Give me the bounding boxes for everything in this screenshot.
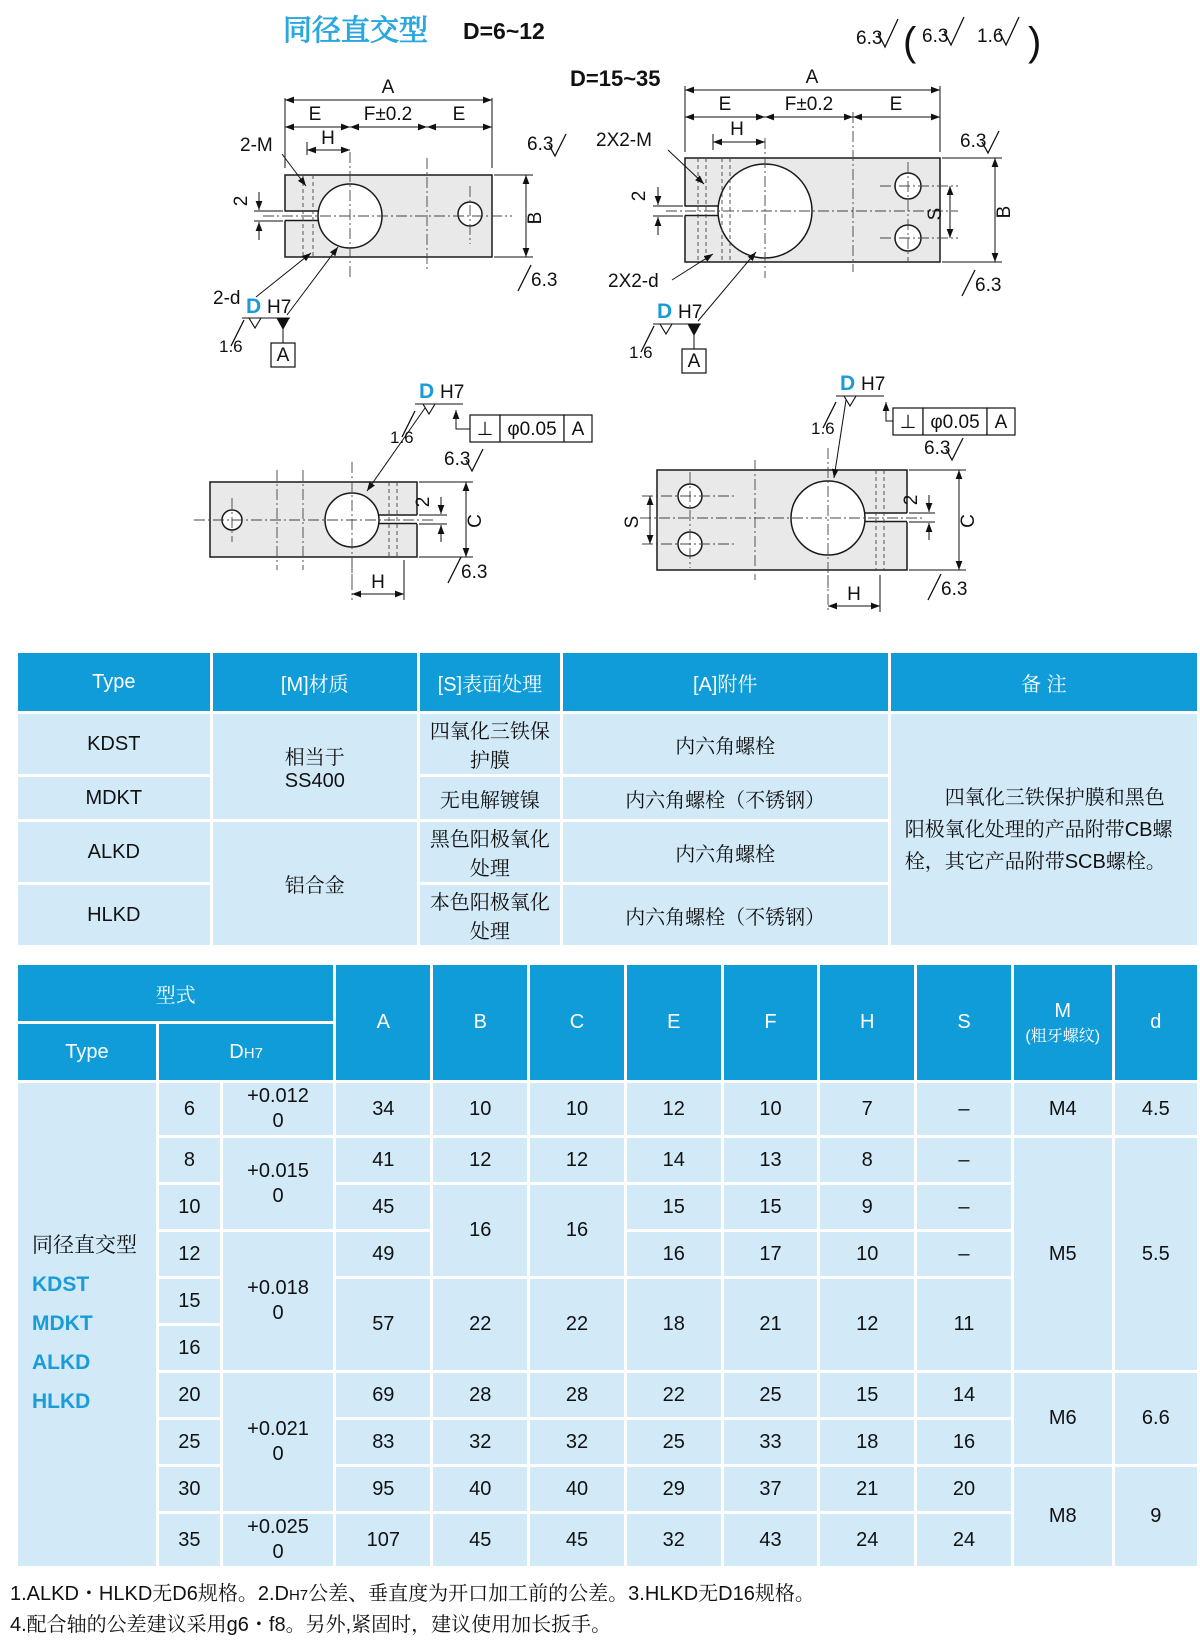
dim-b: 28 — [433, 1373, 527, 1417]
dim-header-row1 — [18, 965, 1197, 1021]
dim-e: 18 — [627, 1279, 721, 1370]
col-c: C — [530, 965, 624, 1080]
datum-a: A — [687, 351, 701, 372]
tol-top: +0.015 — [247, 1159, 309, 1182]
tol-bottom: 0 — [272, 1184, 284, 1207]
dim-a: 45 — [336, 1185, 430, 1229]
accessory: 内六角螺栓（不锈钢） — [563, 885, 888, 945]
dim-c: 40 — [530, 1467, 624, 1511]
label-2x2-m: 2X2-M — [596, 130, 652, 151]
label-2x2-d: 2X2-d — [608, 271, 659, 292]
spec-table — [15, 650, 1200, 948]
dim-a: 69 — [336, 1373, 430, 1417]
col-m-line2: (粗牙螺纹) — [1025, 1027, 1101, 1045]
technical-drawings — [0, 0, 1200, 645]
dim-b: 22 — [433, 1279, 527, 1370]
dim-a: 95 — [336, 1467, 430, 1511]
remarks-text: 阳极氧化处理的产品附带CB螺栓，其它产品附带SCB螺栓。 — [904, 818, 1173, 873]
dim-b: 10 — [433, 1083, 527, 1135]
dim-a: 49 — [336, 1232, 430, 1276]
dim-label-a: A — [381, 77, 395, 98]
dim-c: 10 — [530, 1083, 624, 1135]
tolerance-value: φ0.05 — [930, 412, 980, 433]
roughness-16: 1.6 — [811, 419, 835, 438]
dim-e: 12 — [627, 1083, 721, 1135]
datum-ref-a: A — [994, 412, 1008, 433]
dim-h: 8 — [820, 1138, 914, 1182]
slot-gap — [378, 515, 419, 524]
col-h: H — [820, 965, 914, 1080]
col-d-label: D — [229, 1040, 244, 1063]
material-aluminum: 铝合金 — [213, 822, 418, 945]
dim-c: 45 — [530, 1514, 624, 1566]
spec-header-row — [18, 653, 1197, 711]
dim-c: 12 — [530, 1138, 624, 1182]
dim-s: – — [917, 1138, 1011, 1182]
dim-label-a: A — [805, 67, 819, 88]
dim-f: 15 — [724, 1185, 818, 1229]
d-value: 8 — [159, 1138, 220, 1182]
tolerance-cell — [223, 1138, 333, 1229]
d-value: 12 — [159, 1232, 220, 1276]
roughness-inner1: 6.3 — [922, 26, 949, 47]
roughness-63: 6.3 — [924, 438, 951, 459]
bore-d-label: D — [419, 380, 435, 403]
type-group-cell — [18, 1083, 156, 1566]
dim-b: 12 — [433, 1138, 527, 1182]
type-kdst: KDST — [18, 714, 210, 774]
surface-treatment: 黑色阳极氧化处理 — [420, 822, 560, 882]
dim-e: 16 — [627, 1232, 721, 1276]
bore-h7-label: H7 — [440, 382, 465, 403]
datum-ref-a: A — [571, 419, 585, 440]
bore-d-label: D — [840, 372, 856, 395]
roughness-63: 6.3 — [461, 562, 488, 583]
dim-a: 57 — [336, 1279, 430, 1370]
bore-d-label: D — [657, 300, 673, 323]
footnotes — [10, 1579, 1200, 1641]
surface-treatment: 本色阳极氧化处理 — [420, 885, 560, 945]
dim-h: 7 — [820, 1083, 914, 1135]
dim-label-f: F±0.2 — [784, 94, 834, 115]
dim-e: 32 — [627, 1514, 721, 1566]
dim-m: M4 — [1014, 1083, 1112, 1135]
perpendicularity-icon: ⊥ — [476, 419, 494, 440]
type-name: KDST — [32, 1273, 90, 1297]
dim-d: 6.6 — [1115, 1373, 1197, 1464]
tolerance-callout — [367, 380, 592, 491]
label-2-m: 2-M — [240, 135, 273, 156]
page-title-range: D=6~12 — [463, 18, 545, 44]
dim-label-c: C — [958, 514, 979, 528]
dim-s: 11 — [917, 1279, 1011, 1370]
dim-e: 15 — [627, 1185, 721, 1229]
bore-d-label: D — [246, 295, 262, 318]
type-name: MDKT — [32, 1312, 93, 1336]
dim-label-e: E — [718, 94, 732, 115]
footnote-1-part: 1.ALKD・HLKD无D6规格。2.D — [10, 1583, 289, 1605]
col-d-h7 — [159, 1024, 333, 1080]
dim-a: 83 — [336, 1420, 430, 1464]
d-value: 15 — [159, 1279, 220, 1323]
col-m-line1: M — [1054, 999, 1072, 1022]
d-value: 25 — [159, 1420, 220, 1464]
dim-c: 32 — [530, 1420, 624, 1464]
tol-bottom: 0 — [272, 1302, 284, 1324]
dim-label-b: B — [994, 205, 1015, 219]
dim-f: 13 — [724, 1138, 818, 1182]
dim-m: M5 — [1014, 1138, 1112, 1370]
table-row — [18, 1467, 1197, 1511]
roughness-63: 6.3 — [444, 449, 471, 470]
material-steel — [213, 714, 418, 819]
d-value: 16 — [159, 1326, 220, 1370]
surface-treatment: 四氧化三铁保护膜 — [420, 714, 560, 774]
tol-top: +0.012 — [247, 1085, 309, 1107]
dim-label-e: E — [889, 94, 903, 115]
dim-h: 24 — [820, 1514, 914, 1566]
dim-d: 9 — [1115, 1467, 1197, 1566]
d-value: 20 — [159, 1373, 220, 1417]
dim-label-slot2: 2 — [231, 195, 252, 207]
tol-bottom: 0 — [272, 1110, 284, 1132]
roughness-16: 1.6 — [219, 337, 243, 356]
col-accessory: [A]附件 — [563, 653, 888, 711]
col-s: S — [917, 965, 1011, 1080]
bore-h7-label: H7 — [678, 302, 703, 323]
dim-a: 34 — [336, 1083, 430, 1135]
paren-close: ) — [1028, 20, 1042, 64]
type-name: ALKD — [32, 1350, 91, 1374]
col-type: Type — [18, 1024, 156, 1080]
dim-e: 29 — [627, 1467, 721, 1511]
dim-m: M8 — [1014, 1467, 1112, 1566]
dim-f: 43 — [724, 1514, 818, 1566]
roughness-16: 1.6 — [629, 343, 653, 362]
table-row — [18, 1083, 1197, 1135]
remarks-cell — [891, 714, 1197, 945]
dim-h: 12 — [820, 1279, 914, 1370]
roughness-63: 6.3 — [960, 131, 987, 152]
drawing-top-view-d15-35 — [596, 67, 1015, 373]
type-hlkd: HLKD — [18, 885, 210, 945]
slot-gap — [864, 513, 909, 522]
dim-d: 4.5 — [1115, 1083, 1197, 1135]
dim-label-slot2: 2 — [413, 496, 434, 508]
type-mdkt: MDKT — [18, 777, 210, 819]
dim-h: 9 — [820, 1185, 914, 1229]
tol-top: +0.018 — [247, 1277, 309, 1299]
surface-roughness-note — [856, 17, 1041, 64]
dim-f: 25 — [724, 1373, 818, 1417]
drawing-side-view-d6-12 — [194, 380, 592, 600]
accessory: 内六角螺栓（不锈钢） — [563, 777, 888, 819]
dim-e: 14 — [627, 1138, 721, 1182]
dim-f: 33 — [724, 1420, 818, 1464]
dim-b: 40 — [433, 1467, 527, 1511]
roughness-inner2: 1.6 — [977, 26, 1004, 47]
tolerance-callout — [811, 372, 1015, 478]
roughness-63: 6.3 — [531, 270, 558, 291]
tolerance-cell — [223, 1373, 333, 1511]
dim-e: 22 — [627, 1373, 721, 1417]
dim-label-e: E — [452, 104, 466, 125]
tolerance-cell — [223, 1232, 333, 1370]
tol-top: +0.021 — [247, 1418, 309, 1440]
dim-label-f: F±0.2 — [363, 104, 413, 125]
tol-bottom: 0 — [272, 1443, 284, 1465]
dim-s: 20 — [917, 1467, 1011, 1511]
dim-h: 21 — [820, 1467, 914, 1511]
dim-c: 16 — [530, 1185, 624, 1276]
datum-a: A — [276, 345, 290, 366]
col-a: A — [336, 965, 430, 1080]
col-material: [M]材质 — [213, 653, 418, 711]
col-group-type: 型式 — [18, 965, 333, 1021]
dim-label-h: H — [321, 128, 335, 149]
subtitle-range: D=15~35 — [570, 66, 661, 91]
dim-label-e: E — [308, 104, 322, 125]
footnote-1-h7: H7 — [288, 1587, 309, 1604]
dim-a: 107 — [336, 1514, 430, 1566]
perpendicularity-icon: ⊥ — [899, 412, 917, 433]
col-h7-label: H7 — [243, 1044, 263, 1062]
dim-label-b: B — [525, 211, 546, 225]
surface-treatment: 无电解镀镍 — [420, 777, 560, 819]
col-m — [1014, 965, 1112, 1080]
remarks-text: 四氧化三铁保护膜和黑色 — [944, 786, 1165, 809]
d-value: 35 — [159, 1514, 220, 1566]
dim-f: 21 — [724, 1279, 818, 1370]
table-row — [18, 1138, 1197, 1182]
datum-triangle-icon — [277, 318, 289, 329]
dim-a: 41 — [336, 1138, 430, 1182]
col-type: Type — [18, 653, 210, 711]
dim-s: 24 — [917, 1514, 1011, 1566]
accessory: 内六角螺栓 — [563, 714, 888, 774]
footnote-2: 4.配合轴的公差建议采用g6・f8。另外,紧固时，建议使用加长扳手。 — [10, 1614, 612, 1636]
table-row — [18, 714, 1197, 774]
material-line1: 相当于 — [284, 746, 345, 769]
roughness-triangle-icon — [249, 318, 261, 328]
d-value: 10 — [159, 1185, 220, 1229]
type-name: HLKD — [32, 1389, 91, 1413]
paren-open: ( — [903, 20, 917, 64]
dim-f: 37 — [724, 1467, 818, 1511]
footnote-1 — [10, 1579, 1200, 1610]
datum-triangle-icon — [688, 324, 700, 335]
label-2-d: 2-d — [213, 288, 241, 309]
dim-h: 18 — [820, 1420, 914, 1464]
col-b: B — [433, 965, 527, 1080]
bore-h7-label: H7 — [267, 297, 292, 318]
roughness-outer: 6.3 — [856, 28, 883, 49]
dim-b: 16 — [433, 1185, 527, 1276]
dim-label-s: S — [622, 515, 643, 529]
drawing-side-view-d15-35 — [622, 372, 1015, 612]
footnote-1-part: 公差、垂直度为开口加工前的公差。3.HLKD无D16规格。 — [308, 1583, 815, 1605]
tol-top: +0.025 — [247, 1516, 309, 1538]
material-line2: SS400 — [284, 769, 345, 792]
dim-c: 28 — [530, 1373, 624, 1417]
dim-label-slot2: 2 — [901, 494, 922, 506]
type-group-label: 同径直交型 — [32, 1234, 137, 1258]
dim-label-h: H — [730, 119, 744, 140]
dim-b: 32 — [433, 1420, 527, 1464]
roughness-63: 6.3 — [941, 579, 968, 600]
dim-c: 22 — [530, 1279, 624, 1370]
page-title: 同径直交型 — [283, 15, 429, 47]
dim-label-h: H — [847, 584, 861, 605]
col-e: E — [627, 965, 721, 1080]
roughness-63: 6.3 — [975, 275, 1002, 296]
roughness-16: 1.6 — [390, 428, 414, 447]
roughness-63: 6.3 — [527, 134, 554, 155]
dim-h: 15 — [820, 1373, 914, 1417]
dim-f: 10 — [724, 1083, 818, 1135]
dim-h: 10 — [820, 1232, 914, 1276]
tolerance-cell — [223, 1083, 333, 1135]
dim-m: M6 — [1014, 1373, 1112, 1464]
dimension-table — [15, 962, 1200, 1569]
col-f: F — [724, 965, 818, 1080]
tolerance-value: φ0.05 — [507, 419, 557, 440]
col-surface: [S]表面处理 — [420, 653, 560, 711]
dim-label-slot2: 2 — [629, 190, 650, 202]
d-value: 6 — [159, 1083, 220, 1135]
accessory: 内六角螺栓 — [563, 822, 888, 882]
roughness-triangle-icon — [660, 324, 672, 334]
dim-label-h: H — [371, 572, 385, 593]
dim-s: – — [917, 1185, 1011, 1229]
drawing-top-view-d6-12 — [213, 77, 566, 367]
bore-h7-label: H7 — [861, 374, 886, 395]
tolerance-cell — [223, 1514, 333, 1566]
type-alkd: ALKD — [18, 822, 210, 882]
dim-f: 17 — [724, 1232, 818, 1276]
dim-e: 25 — [627, 1420, 721, 1464]
d-value: 30 — [159, 1467, 220, 1511]
dim-s: – — [917, 1083, 1011, 1135]
col-d-small: d — [1115, 965, 1197, 1080]
dim-b: 45 — [433, 1514, 527, 1566]
dim-s: 14 — [917, 1373, 1011, 1417]
tol-bottom: 0 — [272, 1541, 284, 1563]
dim-label-s: S — [925, 207, 946, 221]
dim-d: 5.5 — [1115, 1138, 1197, 1370]
dim-s: 16 — [917, 1420, 1011, 1464]
table-row — [18, 1373, 1197, 1417]
dim-s: – — [917, 1232, 1011, 1276]
dim-label-c: C — [465, 514, 486, 528]
col-remarks: 备 注 — [891, 653, 1197, 711]
